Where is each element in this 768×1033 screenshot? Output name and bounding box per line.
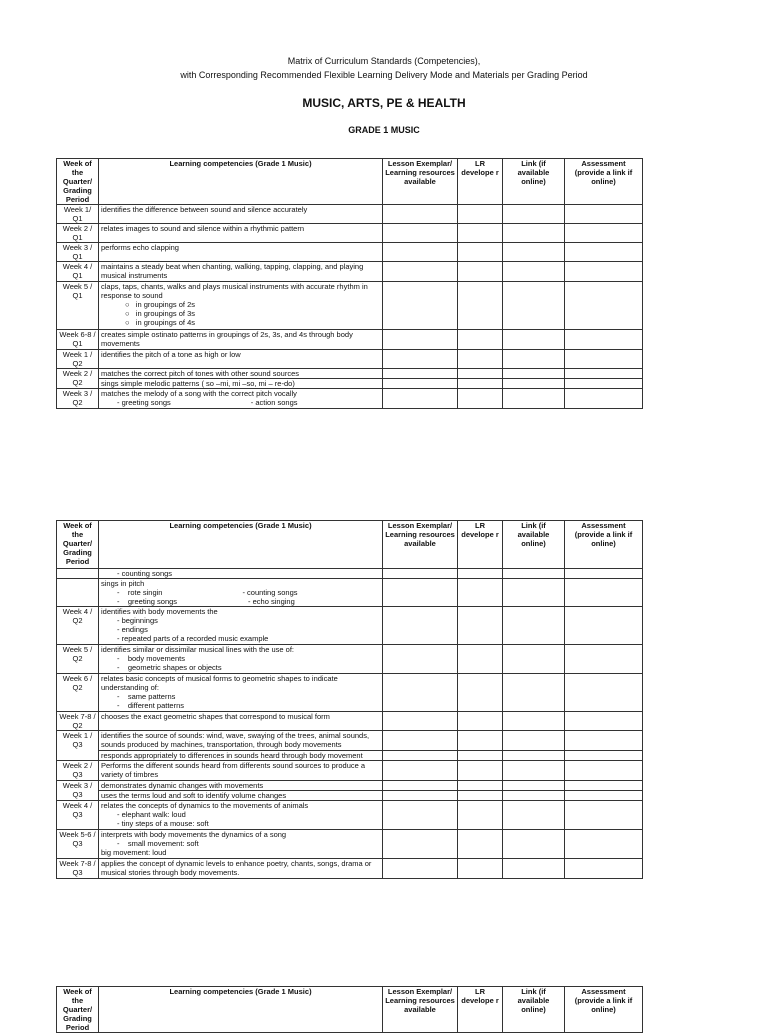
table-row (57, 761, 643, 781)
competency-cell: identifies the difference between sound and silence accurately (99, 205, 383, 224)
competency-cell: sings simple melodic patterns ( so –mi, mi –so, mi – re-do) (99, 379, 383, 389)
competency-cell: identifies similar or dissimilar musical lines with the use of: - body movements - geometric shapes or objects (99, 645, 383, 674)
week-cell: Week 5 / Q1 (57, 282, 99, 330)
header-row (57, 987, 643, 1033)
table-row (57, 389, 643, 409)
header-week: Week of the Quarter/ Grading Period (57, 159, 99, 205)
header-week: Week of the Quarter/ Grading Period (57, 521, 99, 569)
header-lr: LR develope r (458, 159, 503, 205)
week-cell: Week 5-6 / Q3 (57, 830, 99, 859)
competency-cell: - counting songs (99, 569, 383, 579)
week-cell: Week 4 / Q3 (57, 801, 99, 830)
competency-cell: performs echo clapping (99, 243, 383, 262)
table-row (57, 282, 643, 330)
competency-cell: applies the concept of dynamic levels to enhance poetry, chants, songs, drama or musical stories through body movements. (99, 859, 383, 879)
table-row (57, 243, 643, 262)
competency-cell: relates basic concepts of musical forms to geometric shapes to indicate understanding of: - same patterns - different patterns (99, 674, 383, 712)
header-assessment: Assessment (provide a link if online) (565, 159, 643, 205)
header-competencies: Learning competencies (Grade 1 Music) (99, 159, 383, 205)
table-row (57, 830, 643, 859)
table-row (57, 350, 643, 369)
week-cell: Week 4 / Q1 (57, 262, 99, 282)
competency-cell: demonstrates dynamic changes with movements (99, 781, 383, 791)
header-lesson: Lesson Exemplar/ Learning resources available (383, 159, 458, 205)
week-cell: Week 7-8 / Q2 (57, 712, 99, 731)
table-row (57, 579, 643, 607)
table-row (57, 607, 643, 645)
header-lr: LR develope r (458, 521, 503, 569)
table-row (57, 224, 643, 243)
header-competencies: Learning competencies (Grade 1 Music) (99, 987, 383, 1033)
week-cell: Week 2 / Q2 (57, 369, 99, 389)
week-cell: Week 6 / Q2 (57, 674, 99, 712)
header-link: Link (if available online) (503, 159, 565, 205)
competency-cell: identifies with body movements the - beginnings - endings - repeated parts of a recorded music example (99, 607, 383, 645)
table-row (57, 712, 643, 731)
table-row (57, 369, 643, 379)
table-row (57, 791, 643, 801)
week-cell: Week 4 / Q2 (57, 607, 99, 645)
table-row (57, 674, 643, 712)
week-cell: Week 3 / Q3 (57, 781, 99, 801)
competency-cell: Performs the different sounds heard from differents sound sources to produce a variety of timbres (99, 761, 383, 781)
header-lesson: Lesson Exemplar/ Learning resources available (383, 987, 458, 1033)
header-assessment: Assessment (provide a link if online) (565, 987, 643, 1033)
header-assessment: Assessment (provide a link if online) (565, 521, 643, 569)
competency-cell: creates simple ostinato patterns in groupings of 2s, 3s, and 4s through body movements (99, 330, 383, 350)
competency-cell: identifies the pitch of a tone as high or low (99, 350, 383, 369)
week-cell: Week 1 / Q2 (57, 350, 99, 369)
week-cell: Week 6-8 / Q1 (57, 330, 99, 350)
header-row (57, 159, 643, 205)
table-row (57, 781, 643, 791)
competency-table-3 (56, 986, 643, 1033)
competency-cell: chooses the exact geometric shapes that correspond to musical form (99, 712, 383, 731)
doc-title-line1: Matrix of Curriculum Standards (Competencies), (287, 56, 481, 66)
competency-cell: uses the terms loud and soft to identify volume changes (99, 791, 383, 801)
competency-table-1 (56, 158, 643, 409)
table-row (57, 262, 643, 282)
subject-heading: MUSIC, ARTS, PE & HEALTH (302, 96, 466, 110)
week-cell: Week 2 / Q1 (57, 224, 99, 243)
week-cell: Week 3 / Q2 (57, 389, 99, 409)
table-row (57, 330, 643, 350)
header-link: Link (if available online) (503, 987, 565, 1033)
table-row (57, 801, 643, 830)
header-lr: LR develope r (458, 987, 503, 1033)
table-row (57, 645, 643, 674)
week-cell: Week 3 / Q1 (57, 243, 99, 262)
competency-cell: relates images to sound and silence within a rhythmic pattern (99, 224, 383, 243)
grade-heading: GRADE 1 MUSIC (348, 125, 420, 135)
header-link: Link (if available online) (503, 521, 565, 569)
table-row (57, 205, 643, 224)
doc-title-line2: with Corresponding Recommended Flexible Learning Delivery Mode and Materials per Grading Period (180, 70, 588, 80)
week-cell: Week 1/ Q1 (57, 205, 99, 224)
competency-cell: interprets with body movements the dynamics of a song - small movement: soft big movement: loud (99, 830, 383, 859)
header-row (57, 521, 643, 569)
header-lesson: Lesson Exemplar/ Learning resources available (383, 521, 458, 569)
header-week: Week of the Quarter/ Grading Period (57, 987, 99, 1033)
competency-cell: matches the correct pitch of tones with other sound sources (99, 369, 383, 379)
week-cell: Week 2 / Q3 (57, 761, 99, 781)
week-cell: Week 5 / Q2 (57, 645, 99, 674)
table-row (57, 731, 643, 751)
table-row (57, 859, 643, 879)
header-competencies: Learning competencies (Grade 1 Music) (99, 521, 383, 569)
competency-cell: maintains a steady beat when chanting, walking, tapping, clapping, and playing musical instruments (99, 262, 383, 282)
table-row (57, 751, 643, 761)
week-cell: Week 7-8 / Q3 (57, 859, 99, 879)
competency-cell: responds appropriately to differences in sounds heard through body movement (99, 751, 383, 761)
week-cell: Week 1 / Q3 (57, 731, 99, 761)
competency-table-2 (56, 520, 643, 879)
competency-cell: sings in pitch - rote singin - counting songs - greeting songs - echo singing (99, 579, 383, 607)
table-row (57, 569, 643, 579)
competency-cell: relates the concepts of dynamics to the movements of animals - elephant walk: loud - tiny steps of a mouse: soft (99, 801, 383, 830)
table-row (57, 379, 643, 389)
competency-cell: identifies the source of sounds: wind, wave, swaying of the trees, animal sounds, sounds produced by machines, transportation, through body movements (99, 731, 383, 751)
competency-cell: claps, taps, chants, walks and plays musical instruments with accurate rhythm in response to sound ○ in groupings of 2s ○ in groupings of 3s ○ in groupings of 4s (99, 282, 383, 330)
competency-cell: matches the melody of a song with the correct pitch vocally - greeting songs - action songs (99, 389, 383, 409)
